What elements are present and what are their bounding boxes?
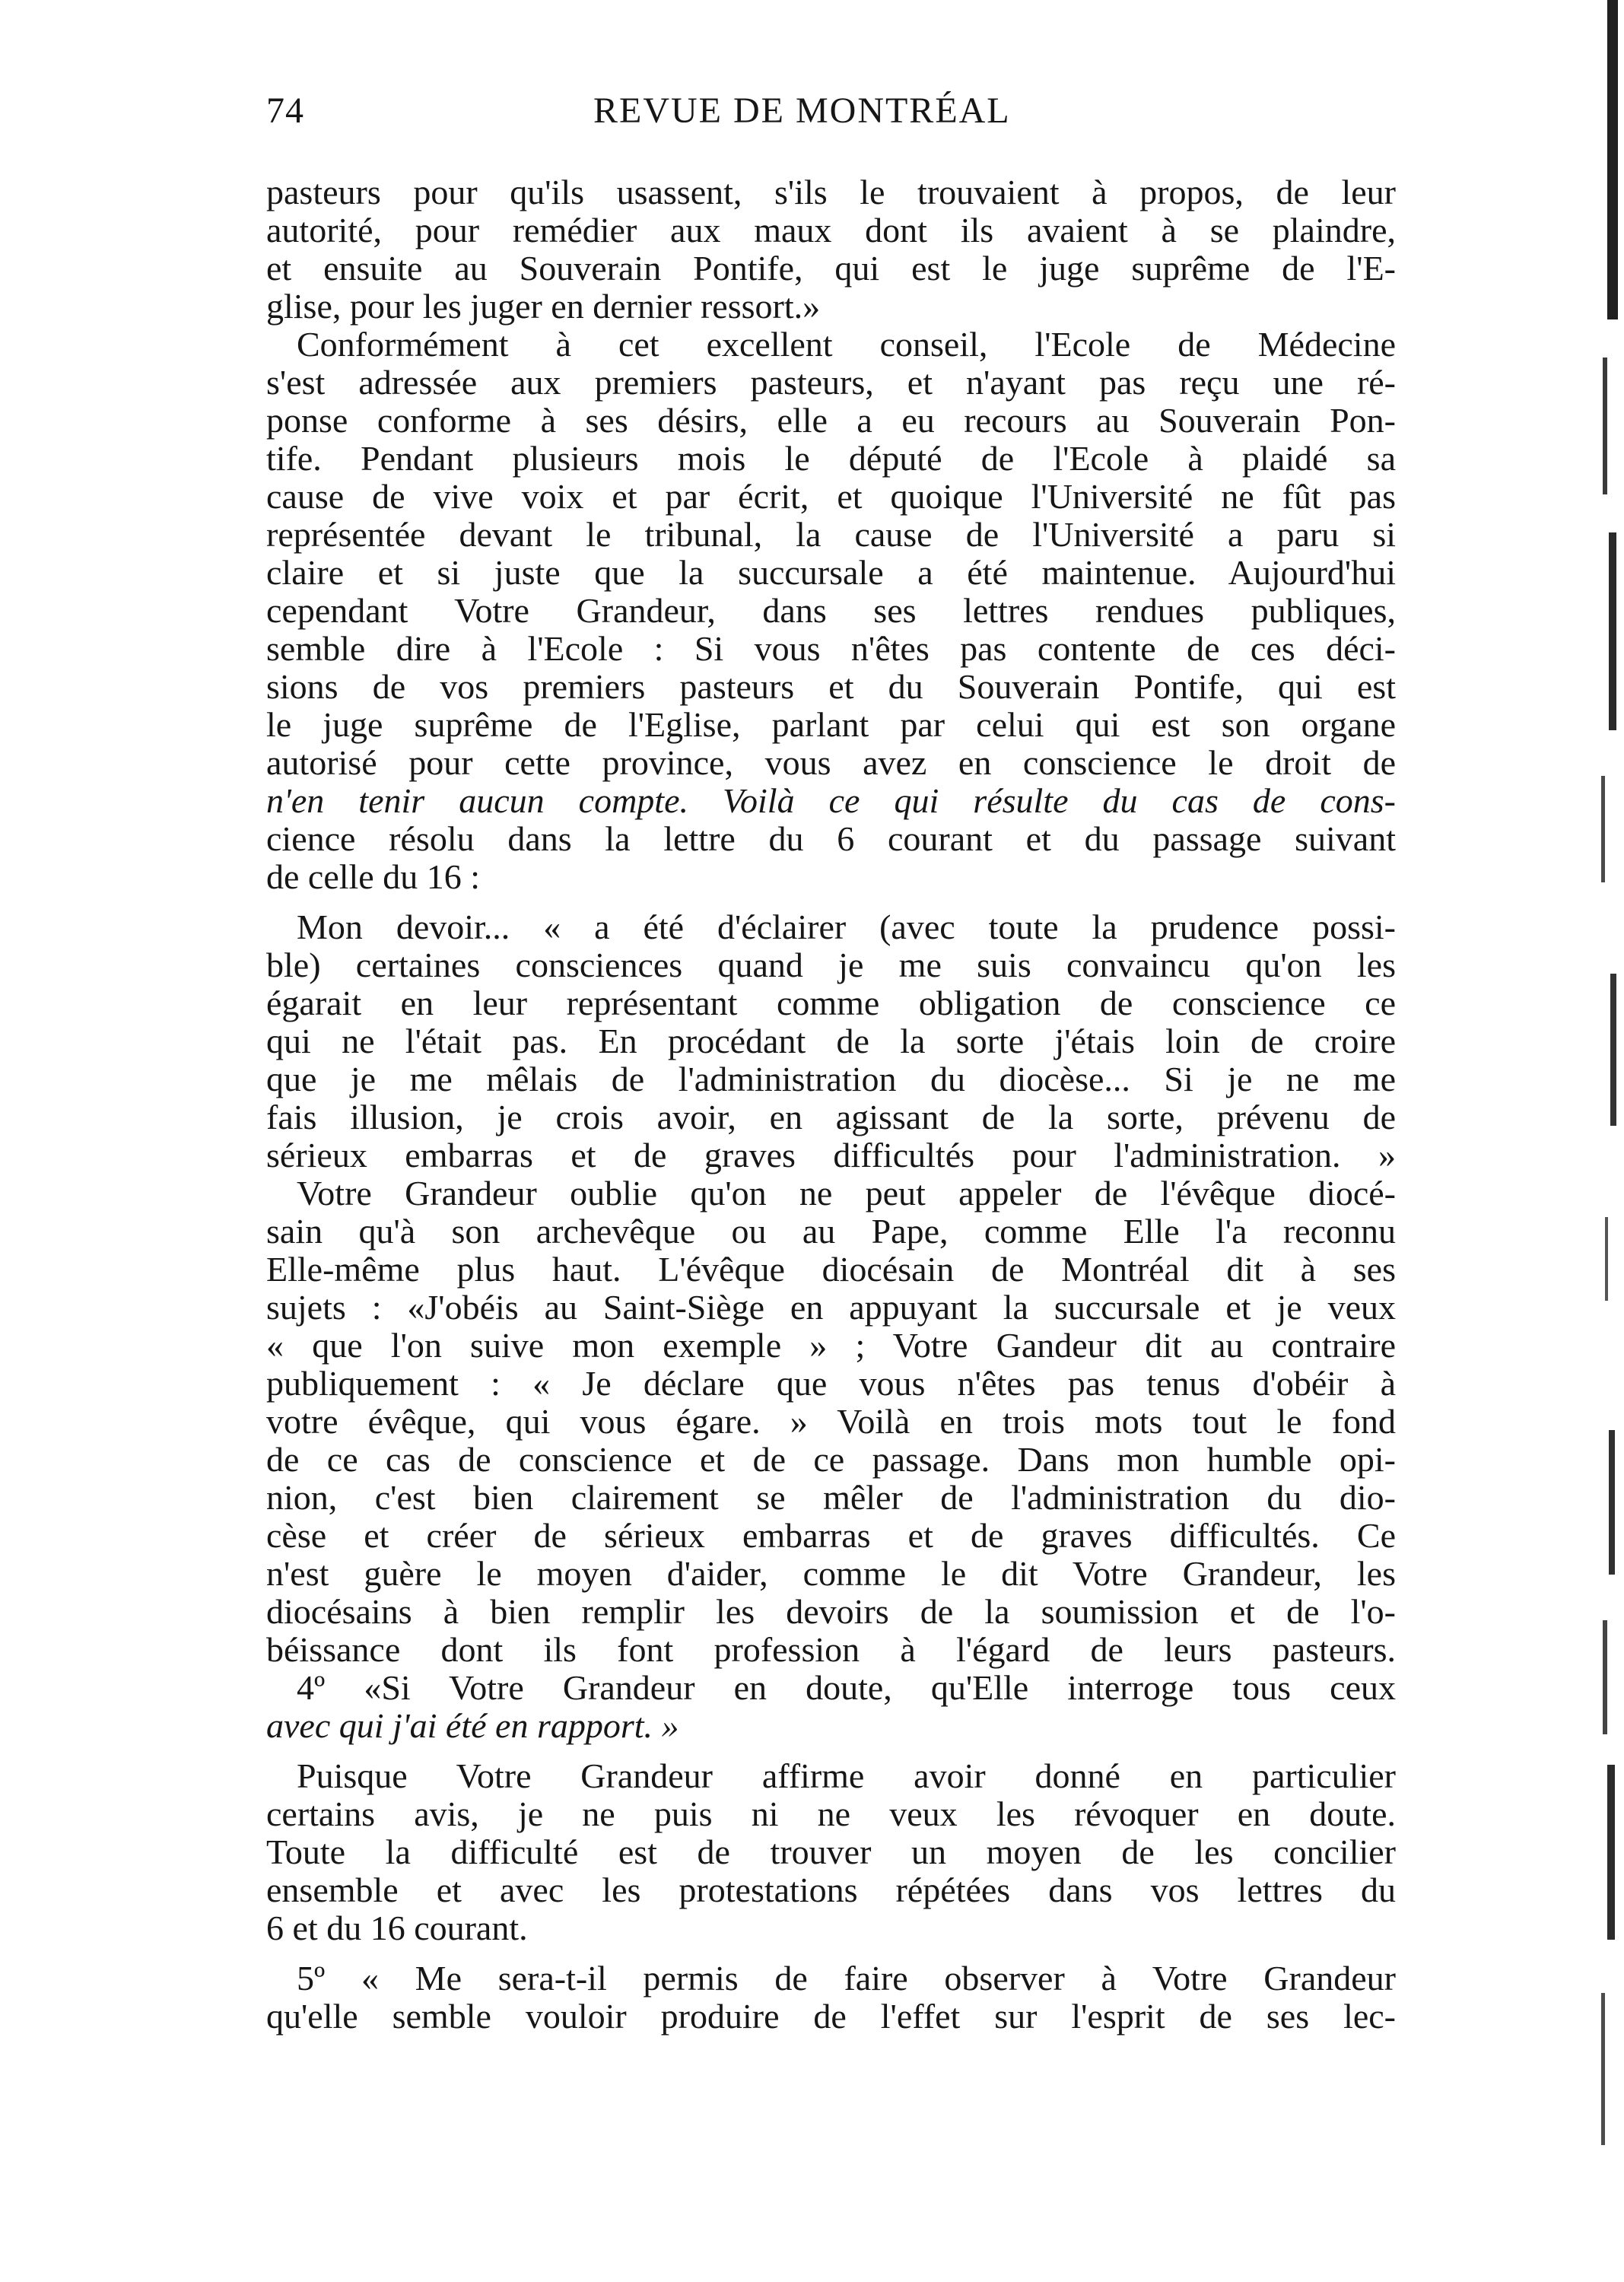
text-line: cause de vive voix et par écrit, et quoique l'Université ne fût pas: [266, 478, 1396, 516]
text-line: Puisque Votre Grandeur affirme avoir donné en particulier: [297, 1757, 1396, 1795]
paragraph-7: [266, 1959, 1396, 2036]
paragraph-5: [266, 1669, 1396, 1745]
text-line: cependant Votre Grandeur, dans ses lettres rendues publiques,: [266, 592, 1396, 630]
text-line: qu'elle semble vouloir produire de l'effet sur l'esprit de ses lec-: [266, 1998, 1396, 2036]
text-line: de ce cas de conscience et de ce passage. Dans mon humble opi-: [266, 1441, 1396, 1479]
paragraph-6: [266, 1757, 1396, 1947]
text-line: de celle du 16 :: [266, 858, 481, 896]
text-line: cience résolu dans la lettre du 6 courant et du passage suivant: [266, 820, 1396, 858]
text-line: béissance dont ils font profession à l'égard de leurs pasteurs.: [266, 1631, 1396, 1669]
text-line: « que l'on suive mon exemple » ; Votre Gandeur dit au contraire: [266, 1327, 1396, 1365]
text-line: cèse et créer de sérieux embarras et de graves difficultés. Ce: [266, 1517, 1396, 1555]
paragraph-4: [266, 1174, 1396, 1669]
text-line: égarait en leur représentant comme obligation de conscience ce: [266, 984, 1396, 1022]
text-line: Votre Grandeur oublie qu'on ne peut appeler de l'évêque diocé-: [297, 1174, 1396, 1213]
body-text: [266, 173, 1396, 2036]
text-line: sujets : «J'obéis au Saint-Siège en appuyant la succursale et je veux: [266, 1289, 1396, 1327]
paragraph-3: [266, 908, 1396, 1174]
text-line: 5º « Me sera-t-il permis de faire observer à Votre Grandeur: [297, 1959, 1396, 1998]
text-line: publiquement : « Je déclare que vous n'êtes pas tenus d'obéir à: [266, 1365, 1396, 1403]
running-title: REVUE DE MONTRÉAL: [593, 91, 1011, 131]
text-line: n'en tenir aucun compte. Voilà ce qui résulte du cas de cons-: [266, 782, 1396, 820]
text-line: Toute la difficulté est de trouver un moyen de les concilier: [266, 1833, 1396, 1871]
text-line: 6 et du 16 courant.: [266, 1909, 528, 1947]
text-line: ponse conforme à ses désirs, elle a eu recours au Souverain Pon-: [266, 402, 1396, 440]
text-line: sain qu'à son archevêque ou au Pape, comme Elle l'a reconnu: [266, 1213, 1396, 1251]
text-line: ble) certaines consciences quand je me suis convaincu qu'on les: [266, 946, 1396, 984]
text-line: claire et si juste que la succursale a été maintenue. Aujourd'hui: [266, 554, 1396, 592]
text-line: Mon devoir... « a été d'éclairer (avec toute la prudence possi-: [297, 908, 1396, 946]
text-line: autorité, pour remédier aux maux dont ils avaient à se plaindre,: [266, 211, 1396, 249]
paragraph-2: [266, 326, 1396, 896]
text-line: fais illusion, je crois avoir, en agissant de la sorte, prévenu de: [266, 1098, 1396, 1136]
text-line: le juge suprême de l'Eglise, parlant par celui qui est son organe: [266, 706, 1396, 744]
text-line: n'est guère le moyen d'aider, comme le dit Votre Grandeur, les: [266, 1555, 1396, 1593]
page-number: 74: [266, 91, 304, 131]
text-line: tife. Pendant plusieurs mois le député de l'Ecole à plaidé sa: [266, 440, 1396, 478]
text-line: diocésains à bien remplir les devoirs de la soumission et de l'o-: [266, 1593, 1396, 1631]
binding-edge-shadow: [1563, 0, 1624, 2282]
text-line: semble dire à l'Ecole : Si vous n'êtes pas contente de ces déci-: [266, 630, 1396, 668]
text-line: sions de vos premiers pasteurs et du Souverain Pontife, qui est: [266, 668, 1396, 706]
text-line: Conformément à cet excellent conseil, l'Ecole de Médecine: [297, 326, 1396, 364]
text-line: et ensuite au Souverain Pontife, qui est le juge suprême de l'E-: [266, 249, 1396, 288]
text-line: qui ne l'était pas. En procédant de la sorte j'étais loin de croire: [266, 1022, 1396, 1060]
text-line: s'est adressée aux premiers pasteurs, et n'ayant pas reçu une ré-: [266, 364, 1396, 402]
text-line: glise, pour les juger en dernier ressort.»: [266, 288, 821, 326]
text-line: représentée devant le tribunal, la cause de l'Université a paru si: [266, 516, 1396, 554]
text-line: 4º «Si Votre Grandeur en doute, qu'Elle interroge tous ceux: [297, 1669, 1396, 1707]
running-head: [266, 90, 1407, 135]
text-line: votre évêque, qui vous égare. » Voilà en trois mots tout le fond: [266, 1403, 1396, 1441]
text-line: autorisé pour cette province, vous avez en conscience le droit de: [266, 744, 1396, 782]
text-line: pasteurs pour qu'ils usassent, s'ils le trouvaient à propos, de leur: [266, 173, 1396, 211]
text-line: certains avis, je ne puis ni ne veux les révoquer en doute.: [266, 1795, 1396, 1833]
text-line: sérieux embarras et de graves difficultés pour l'administration. »: [266, 1136, 1396, 1174]
text-line: Elle-même plus haut. L'évêque diocésain de Montréal dit à ses: [266, 1251, 1396, 1289]
paragraph-1: [266, 173, 1396, 326]
text-line: que je me mêlais de l'administration du diocèse... Si je ne me: [266, 1060, 1396, 1098]
text-line: ensemble et avec les protestations répétées dans vos lettres du: [266, 1871, 1396, 1909]
text-line: avec qui j'ai été en rapport. »: [266, 1707, 679, 1745]
text-line: nion, c'est bien clairement se mêler de l'administration du dio-: [266, 1479, 1396, 1517]
